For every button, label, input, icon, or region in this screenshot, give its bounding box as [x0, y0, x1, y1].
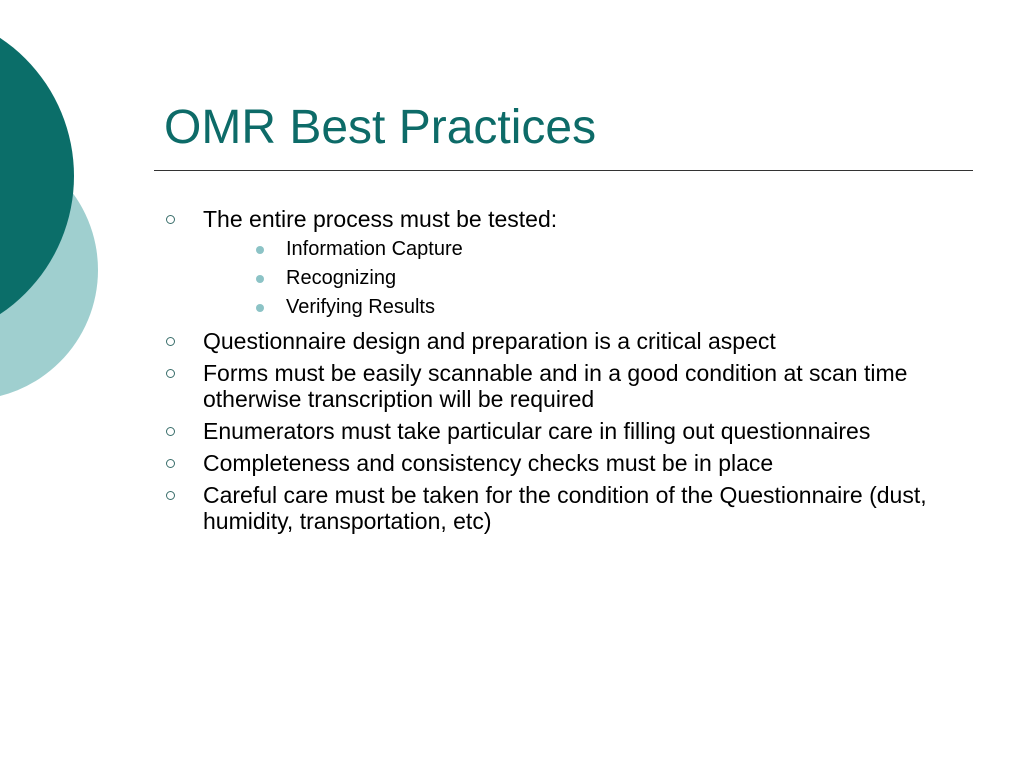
filled-dot-bullet-icon — [256, 304, 264, 312]
sub-bullet-item — [203, 293, 944, 322]
bullet-item — [164, 450, 944, 476]
filled-dot-bullet-icon — [256, 275, 264, 283]
hollow-circle-bullet-icon — [166, 427, 175, 436]
bullet-text: Forms must be easily scannable and in a good condition at scan time otherwise transcription will be required — [203, 360, 908, 412]
bullet-text: The entire process must be tested: — [203, 206, 558, 232]
sub-bullet-text: Recognizing — [286, 267, 397, 289]
hollow-circle-bullet-icon — [166, 491, 175, 500]
sub-bullet-text: Verifying Results — [286, 296, 435, 318]
bullet-text: Enumerators must take particular care in filling out questionnaires — [203, 418, 871, 444]
bullet-item — [164, 418, 944, 444]
bullet-text: Questionnaire design and preparation is a critical aspect — [203, 328, 776, 354]
bullet-item — [164, 482, 944, 534]
hollow-circle-bullet-icon — [166, 337, 175, 346]
bullet-text: Completeness and consistency checks must be in place — [203, 450, 774, 476]
sub-bullet-item — [203, 264, 944, 293]
filled-dot-bullet-icon — [256, 246, 264, 254]
bullet-text: Careful care must be taken for the condition of the Questionnaire (dust, humidity, transportation, etc) — [203, 482, 927, 534]
bullet-item — [164, 206, 944, 322]
bullet-item — [164, 328, 944, 354]
sub-bullet-item — [203, 235, 944, 264]
bullet-list — [164, 206, 944, 540]
bullet-item — [164, 360, 944, 412]
sub-bullet-text: Information Capture — [286, 238, 463, 260]
sub-bullet-list — [203, 235, 944, 322]
hollow-circle-bullet-icon — [166, 369, 175, 378]
hollow-circle-bullet-icon — [166, 215, 175, 224]
hollow-circle-bullet-icon — [166, 459, 175, 468]
slide-title: OMR Best Practices — [164, 101, 597, 154]
title-divider — [154, 170, 973, 171]
